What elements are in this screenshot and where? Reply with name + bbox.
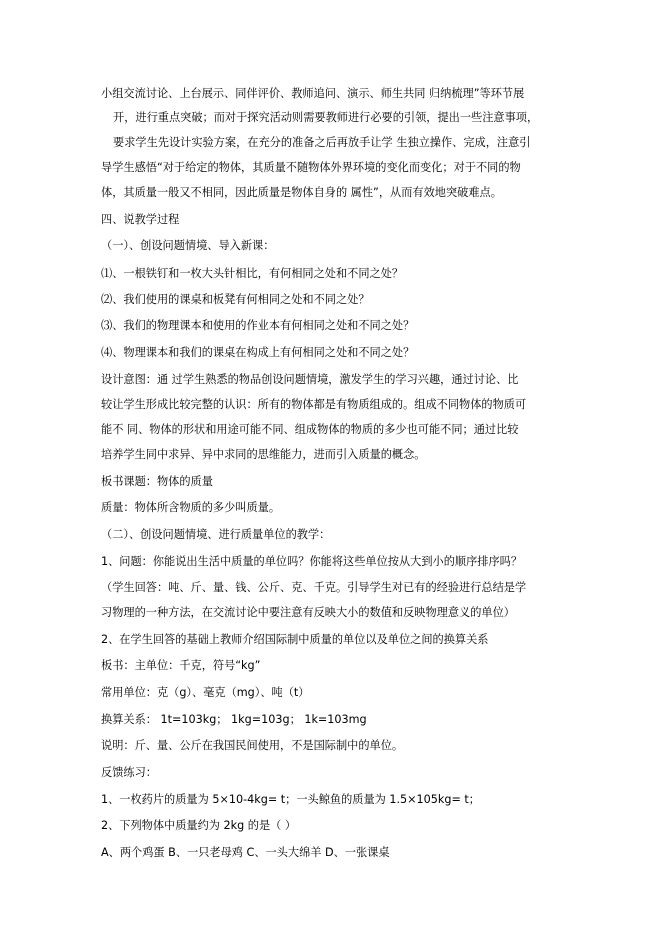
teacher-introduction: 2、在学生回答的基础上教师介绍国际制中质量的单位以及单位之间的换算关系 — [101, 633, 489, 646]
main-unit: 板书：主单位：千克，符号“kg” — [101, 659, 261, 672]
design-intent-line-3: 能不 同、物体的形状和用途可能不同、组成物体的物质的多少也可能不同；通过比较 — [101, 423, 519, 436]
subsection-heading-2: （二）、创设问题情境、进行质量单位的教学： — [101, 528, 331, 541]
text-line-4: 导学生感悟“对于给定的物体，其质量不随物体外界环境的变化而变化；对于不同的物 — [101, 161, 521, 174]
student-answer-line-2: 习物理的一种方法，在交流讨论中要注意有反映大小的数值和反映物理意义的单位） — [101, 606, 515, 619]
unit-note: 说明：斤、量、公斤在我国民间使用，不是国际制中的单位。 — [101, 739, 404, 752]
question-3: ⑶、我们的物理课本和使用的作业本有何相同之处和不同之处？ — [101, 319, 415, 332]
exercise-1: 1、一枚药片的质量为 5×10-4kg= t；一头鲸鱼的质量为 1.5×105kg= t； — [101, 793, 480, 806]
design-intent-line-1: 设计意图：通 过学生熟悉的物品创设问题情境，激发学生的学习兴趣，通过讨论、比 — [101, 373, 519, 386]
feedback-heading: 反馈练习： — [101, 766, 157, 779]
exercise-2: 2、下列物体中质量约为 2kg 的是（ ） — [101, 819, 297, 832]
question-4: ⑷、物理课本和我们的课桌在构成上有何相同之处和不同之处？ — [101, 346, 415, 359]
text-line-5: 体，其质量一般又不相同，因此质量是物体自身的 属性”，从而有效地突破难点。 — [101, 186, 502, 199]
design-intent-line-4: 培养学生同中求异、异中求同的思维能力，进而引入质量的概念。 — [101, 448, 426, 461]
design-intent-line-2: 较让学生形成比较完整的认识：所有的物体都是有物质组成的。组成不同物体的物质可 — [101, 398, 527, 411]
exercise-options: A、两个鸡蛋 B、一只老母鸡 C、一头大绵羊 D、一张课桌 — [101, 846, 390, 859]
mass-definition: 质量：物体所含物质的多少叫质量。 — [101, 501, 281, 514]
board-title: 板书课题：物体的质量 — [101, 475, 213, 488]
question-2: ⑵、我们使用的课桌和板凳有何相同之处和不同之处？ — [101, 293, 370, 306]
text-line-2: 开，进行重点突破；而对于探究活动则需要教师进行必要的引领，提出一些注意事项， — [113, 111, 539, 124]
subsection-heading-1: （一）、创设问题情境、导入新课： — [101, 239, 275, 252]
text-line-1: 小组交流讨论、上台展示、同伴评价、教师追问、演示、师生共同 归纳梳理”等环节展 — [101, 87, 525, 100]
question-1: ⑴、一根铁钉和一枚大头针相比，有何相同之处和不同之处？ — [101, 267, 404, 280]
unit-question: 1、问题：你能说出生活中质量的单位吗？你能将这些单位按从大到小的顺序排序吗？ — [101, 555, 523, 568]
text-line-3: 要求学生先设计实验方案，在充分的准备之后再放手让学 生独立操作、完成，注意引 — [113, 136, 531, 149]
conversion-relation: 换算关系： 1t=103kg； 1kg=103g； 1k=103mg — [101, 713, 367, 726]
student-answer-line-1: （学生回答：吨、斤、量、钱、公斤、克、千克。引导学生对已有的经验进行总结是学 — [101, 581, 527, 594]
common-units: 常用单位：克（g）、毫克（mg）、吨（t） — [101, 686, 310, 699]
section-heading: 四、说教学过程 — [101, 213, 180, 226]
